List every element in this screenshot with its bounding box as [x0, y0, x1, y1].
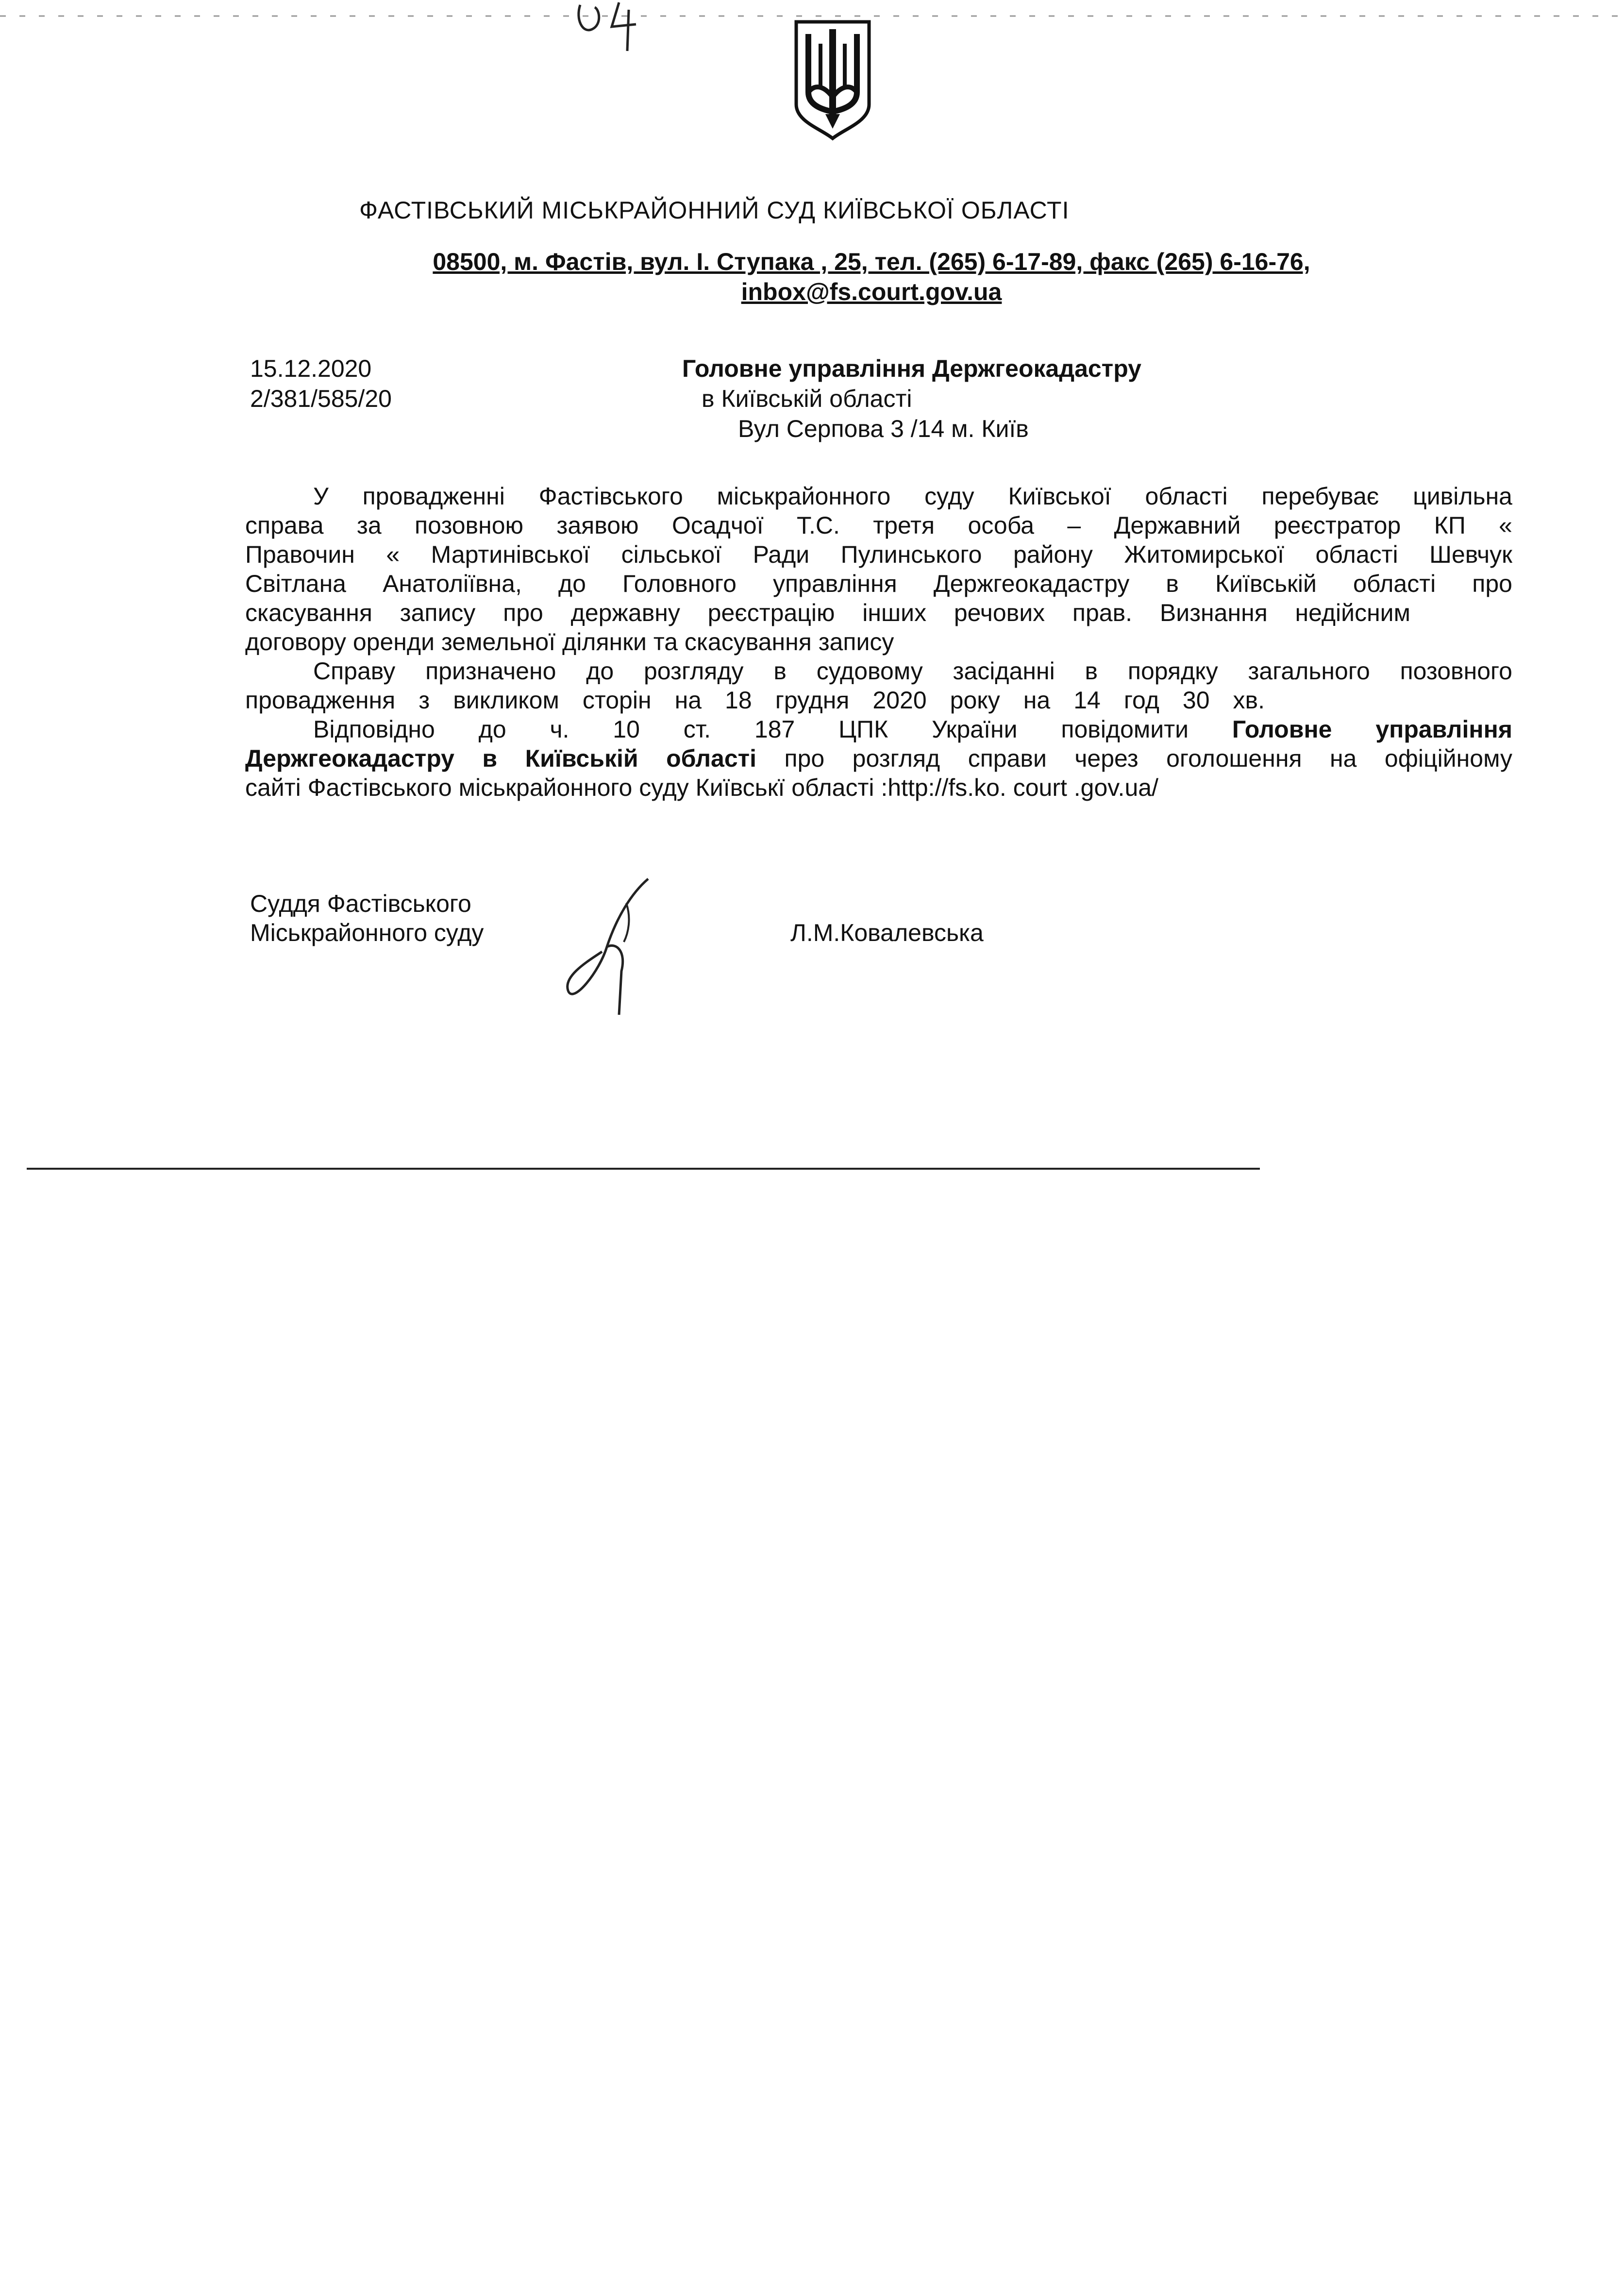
body-line: скасування запису про державну реєстрацію інших речових прав. Визнання недійсним: [245, 599, 1410, 626]
recipient-name: Головне управління Держгеокадастру: [682, 355, 1141, 382]
address-line: 08500, м. Фастів, вул. І. Ступака , 25, тел. (265) 6-17-89, факс (265) 6-16-76,: [433, 248, 1310, 275]
recipient-address: Вул Серпова 3 /14 м. Київ: [738, 415, 1029, 442]
body-text: про розгляд справи через оголошення на офіційному: [756, 745, 1513, 772]
body-text: Відповідно до ч. 10 ст. 187 ЦПК України повідомити: [313, 716, 1232, 743]
court-address: [374, 247, 1369, 307]
document-date: 15.12.2020: [250, 355, 372, 382]
letter-body: [245, 482, 1512, 802]
handwritten-signature-icon: [558, 874, 670, 1020]
body-line: провадження з викликом сторін на 18 грудня 2020 року на 14 год 30 хв.: [245, 687, 1265, 714]
body-line: Справу призначено до розгляду в судовому засіданні в порядку загального позовного: [313, 657, 1512, 685]
body-line: договору оренди земельної ділянки та скасування запису: [245, 628, 894, 655]
horizontal-divider: [27, 1168, 1260, 1170]
signer-title: Міськрайонного суду: [250, 919, 484, 946]
handwritten-mark-icon: [573, 0, 655, 53]
body-line: Правочин « Мартинівської сільської Ради Пулинського району Житомирської області Шевчук: [245, 541, 1512, 568]
email-link[interactable]: inbox@fs.court.gov.ua: [741, 278, 1002, 305]
tryzub-emblem-icon: [787, 15, 879, 141]
body-bold-text: Головне управління: [1232, 716, 1512, 743]
recipient-region: в Київській області: [702, 385, 912, 412]
registration-number: 2/381/585/20: [250, 385, 392, 412]
court-name: ФАСТІВСЬКИЙ МІСЬКРАЙОННИЙ СУД КИЇВСЬКОЇ ОБЛАСТІ: [359, 197, 1070, 224]
body-line: [245, 715, 1512, 744]
body-line: Світлана Анатоліївна, до Головного управління Держгеокадастру в Київській області про: [245, 570, 1512, 597]
signer-title: Суддя Фастівського: [250, 890, 471, 917]
body-line: справа за позовною заявою Осадчої Т.С. третя особа – Державний реєстратор КП «: [245, 512, 1512, 539]
body-bold-text: Держгеокадастру в Київській області: [245, 745, 757, 772]
body-line: У провадженні Фастівського міськрайонного суду Київської області перебуває цивільна: [313, 483, 1512, 510]
body-line: [245, 744, 1512, 773]
judge-name: Л.М.Ковалевська: [790, 919, 984, 946]
body-line: сайті Фастівського міськрайонного суду Київськї області :http://fs.ko. court .gov.ua/: [245, 774, 1158, 801]
